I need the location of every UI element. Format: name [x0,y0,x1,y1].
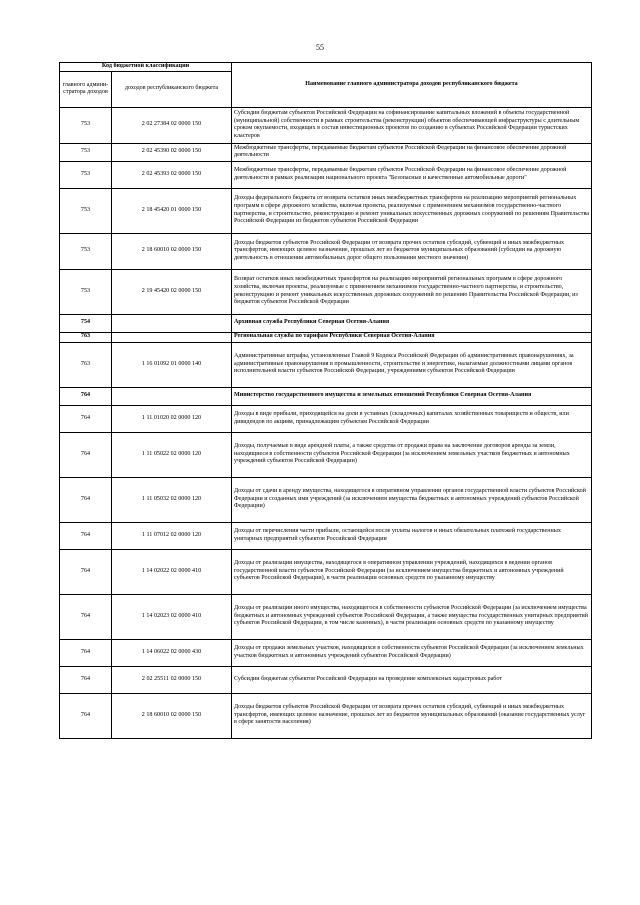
table-row [60,188,592,233]
income-name-cell: Субсидии бюджетам субъектов Российской Федерации на проведение комплексных кадастровых работ [232,666,592,693]
table-row [60,594,592,639]
table-row [60,161,592,188]
income-name-cell: Региональная служба по тарифам Республики Северная Осетия-Алания [232,332,592,342]
table-row [60,693,592,738]
header-name: Наименование главного администратора доходов республиканского бюджета [232,63,592,108]
admin-code-cell: 764 [60,549,112,594]
admin-code-cell: 764 [60,477,112,522]
income-name-cell: Доходы бюджетов субъектов Российской Федерации от возврата прочих остатков субсидий, субвенций и иных межбюджетных трансфертов, имеющих целевое назначение, прошлых лет из бюджетов муниципальных образований (субсидии на дорожную деятельность в отношении автомобильных дорог общего пользования местного значения) [232,233,592,269]
income-code-cell: 1 14 02023 02 0000 410 [112,594,232,639]
table-row [60,666,592,693]
income-name-cell: Субсидии бюджетам субъектов Российской Федерации на софинансирование капитальных вложений в объекты государственной (муниципальной) собственности в рамках строительства (реконструкции) объектов обеспечивающей инфраструктуры с длительным сроком окупаемости, входящих в состав инвестиционных проектов по созданию в субъектах Российской Федерации туристских кластеров [232,107,592,143]
income-code-cell: 2 18 45420 01 0000 150 [112,188,232,233]
admin-code-cell: 764 [60,522,112,549]
admin-code-cell: 753 [60,107,112,143]
income-name-cell: Доходы от продажи земельных участков, находящихся в собственности субъектов Российской Федерации (за исключением земельных участков бюджетных и автономных учреждений субъектов Российской Федерации) [232,639,592,666]
income-code-cell: 2 18 60010 02 0000 150 [112,233,232,269]
admin-code-cell: 764 [60,405,112,432]
income-code-cell [112,332,232,342]
table-row [60,549,592,594]
income-name-cell: Доходы от реализации иного имущества, находящегося в собственности субъектов Российской Федерации (за исключением имущества бюджетных и автономных учреждений субъектов Российской Федерации, а также имущества государственных унитарных предприятий субъектов Российской Федерации, в том числе казенных), в части реализации основных средств по указанному имуществу [232,594,592,639]
table-row [60,387,592,405]
table-row [60,639,592,666]
income-code-cell: 1 14 06022 02 0000 430 [112,639,232,666]
income-name-cell: Административные штрафы, установленные Главой 9 Кодекса Российской Федерации об административных правонарушениях, за административные правонарушения в промышленности, строительстве и энергетике, налагаемые должностными лицами органов исполнительной власти субъектов Российской Федерации, учреждениями субъектов Российской Федерации [232,342,592,387]
table-body [60,107,592,738]
income-name-cell: Доходы в виде прибыли, приходящейся на доли в уставных (складочных) капиталах хозяйственных товариществ и обществ, или дивидендов по акциям, принадлежащим субъектам Российской Федерации [232,405,592,432]
income-name-cell: Министерство государственного имущества и земельных отношений Республики Северная Осетия-Алания [232,387,592,405]
income-code-cell [112,314,232,332]
income-name-cell: Доходы, получаемые в виде арендной платы, а также средства от продажи права на заключение договоров аренды за земли, находящиеся в собственности субъектов Российской Федерации (за исключением земельных участков бюджетных и автономных учреждений субъектов Российской Федерации) [232,432,592,477]
income-code-cell: 2 02 25511 02 0000 150 [112,666,232,693]
admin-code-cell: 753 [60,233,112,269]
table-row [60,522,592,549]
admin-code-cell: 753 [60,269,112,314]
table-row [60,143,592,161]
income-name-cell: Возврат остатков иных межбюджетных трансфертов на реализацию мероприятий региональных программ в сфере дорожного хозяйства, включая проекты, реализуемые с применением механизмов государственно-частного партнерства, и строительство, реконструкцию и ремонт уникальных искусственных дорожных сооружений по решению Правительства Российской Федерации, из бюджетов субъектов Российской Федерации [232,269,592,314]
admin-code-cell: 763 [60,342,112,387]
table-row [60,233,592,269]
admin-code-cell: 764 [60,432,112,477]
header-admin: главного админи-стратора доходов [60,71,112,107]
admin-code-cell: 764 [60,639,112,666]
income-name-cell: Архивная служба Республики Северная Осетия-Алания [232,314,592,332]
admin-code-cell: 764 [60,594,112,639]
income-code-cell: 1 11 01020 02 0000 120 [112,405,232,432]
admin-code-cell: 764 [60,666,112,693]
income-code-cell: 1 16 01092 01 0000 140 [112,342,232,387]
header-group-title: Код бюджетной классификации [60,63,232,72]
table-row [60,477,592,522]
income-name-cell: Межбюджетные трансферты, передаваемые бюджетам субъектов Российской Федерации на финансовое обеспечение дорожной деятельности [232,143,592,161]
income-name-cell: Доходы бюджетов субъектов Российской Федерации от возврата прочих остатков субсидий, субвенций и иных межбюджетных трансфертов, имеющих целевое назначение, прошлых лет из бюджетов муниципальных образований (оказание государственных услуг в сфере занятости населения) [232,693,592,738]
income-name-cell: Доходы от реализации имущества, находящегося в оперативном управлении учреждений, находящихся в ведении органов государственной власти субъектов Российской Федерации (за исключением имущества бюджетных и автономных учреждений субъектов Российской Федерации), в части реализации основных средств по указанному имуществу [232,549,592,594]
income-code-cell: 2 18 60010 02 0000 150 [112,693,232,738]
income-code-cell: 1 11 05022 02 0000 120 [112,432,232,477]
budget-classification-table [59,62,592,739]
admin-code-cell: 753 [60,188,112,233]
table-row [60,314,592,332]
admin-code-cell: 753 [60,161,112,188]
admin-code-cell: 764 [60,693,112,738]
admin-code-cell: 764 [60,387,112,405]
admin-code-cell: 763 [60,332,112,342]
header-code: доходов республиканского бюджета [112,71,232,107]
table-row [60,342,592,387]
admin-code-cell: 753 [60,143,112,161]
income-code-cell: 1 11 07012 02 0000 120 [112,522,232,549]
admin-code-cell: 754 [60,314,112,332]
income-name-cell: Доходы федерального бюджета от возврата остатков иных межбюджетных трансфертов на реализацию мероприятий региональных программ в сфере дорожного хозяйства, включая проекты, реализуемые с применением механизмов государственно-частного партнерства, и строительство, реконструкцию и ремонт уникальных искусственных дорожных сооружений по решениям Правительства Российской Федерации из бюджетов субъектов Российской Федерации [232,188,592,233]
table-row [60,432,592,477]
income-code-cell [112,387,232,405]
table-row [60,269,592,314]
table-row [60,107,592,143]
income-code-cell: 1 14 02022 02 0000 410 [112,549,232,594]
page-number: 55 [316,43,324,52]
table-row [60,405,592,432]
income-code-cell: 2 02 27384 02 0000 150 [112,107,232,143]
table-row [60,332,592,342]
income-code-cell: 2 02 45390 02 0000 150 [112,143,232,161]
income-name-cell: Межбюджетные трансферты, передаваемые бюджетам субъектов Российской Федерации на финансовое обеспечение дорожной деятельности в рамках реализации национального проекта "Безопасные и качественные автомобильные дороги" [232,161,592,188]
income-code-cell: 2 02 45393 02 0000 150 [112,161,232,188]
income-name-cell: Доходы от сдачи в аренду имущества, находящегося в оперативном управлении органов государственной власти субъектов Российской Федерации и созданных ими учреждений (за исключением имущества бюджетных и автономных учреждений субъектов Российской Федерации) [232,477,592,522]
income-code-cell: 1 11 05032 02 0000 120 [112,477,232,522]
income-code-cell: 2 19 45420 02 0000 150 [112,269,232,314]
income-name-cell: Доходы от перечисления части прибыли, остающейся после уплаты налогов и иных обязательных платежей государственных унитарных предприятий субъектов Российской Федерации [232,522,592,549]
